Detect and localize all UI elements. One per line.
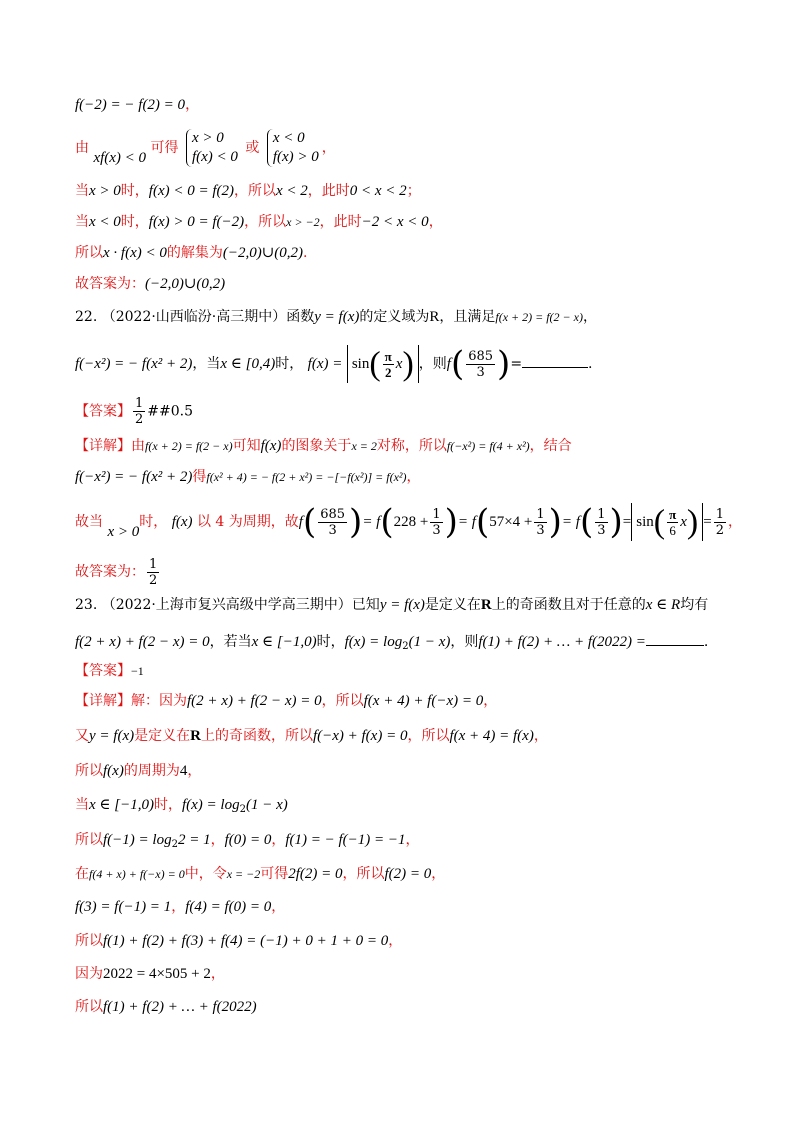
numerator: 1: [135, 396, 144, 411]
math-expr: f: [298, 514, 303, 530]
math-expr: (−2,0)∪(0,2): [222, 245, 304, 261]
paren: (: [369, 345, 381, 383]
q23-detail-line-5: [75, 830, 420, 855]
math-expr: x ∈ [−1,0): [89, 797, 154, 813]
text: ，所以: [321, 693, 364, 709]
abs-sin-expression: [631, 503, 703, 541]
paren: ): [609, 502, 623, 542]
punct: ，: [727, 514, 742, 530]
fraction: [147, 557, 159, 588]
text: ，此时: [319, 214, 362, 230]
math-expr: f(−x²) = f(4 + x²): [446, 439, 530, 453]
q23-detail-line-6: [75, 864, 445, 884]
text: 是定义在: [134, 728, 191, 744]
punct: .: [303, 245, 308, 261]
equals: =: [510, 356, 523, 372]
text: ，当: [192, 356, 221, 372]
math-expr: = f: [561, 514, 580, 530]
answer-blank: [646, 631, 704, 646]
q23-detail-line-4: [75, 795, 288, 820]
text: 解：因为: [131, 693, 187, 709]
math-expr: f(2 + x) + f(2 − x) = 0: [75, 634, 210, 650]
q23-detail-line-2: [75, 726, 548, 746]
math-expr: (1 − x): [245, 797, 288, 813]
math-expr: f(−x) + f(x) = 0: [312, 728, 408, 744]
denominator: 2: [384, 365, 392, 381]
text: 由: [75, 140, 89, 156]
math-expr: f(x² + 4) = − f(2 + x²) = −[−f(x²)] = f(x²): [206, 470, 407, 484]
math-expr: = f: [457, 514, 476, 530]
math-expr: f(1) = − f(−1) = −1: [285, 832, 406, 848]
text: 或: [245, 140, 260, 156]
text: ，此时: [307, 183, 350, 199]
text: ，若当: [209, 634, 252, 650]
paren: (: [380, 502, 394, 542]
math-expr: f(x) = log: [181, 797, 240, 813]
punct: ，: [210, 832, 225, 848]
text: 由: [131, 438, 145, 454]
punct: .: [588, 356, 593, 372]
text: ，所以: [342, 866, 385, 882]
q23-detail-line-3: [75, 761, 201, 781]
punct: ；: [406, 183, 421, 199]
numerator: 1: [536, 506, 545, 522]
punct: ，: [388, 933, 403, 949]
paren: ): [686, 503, 699, 541]
subscript: 2: [239, 804, 246, 815]
paren: (: [302, 502, 317, 542]
text: 均有: [680, 597, 709, 613]
math-expr: x ∈ R: [645, 597, 681, 613]
q23-answer-line: [75, 661, 144, 681]
math-expr: x ∈ [−1,0): [251, 634, 317, 650]
fraction: [466, 349, 495, 380]
text: 当: [75, 214, 89, 230]
fraction: [318, 507, 347, 538]
answer-blank: [522, 353, 588, 368]
q23-detail-line-10: [75, 997, 257, 1017]
numerator: 1: [597, 506, 606, 522]
text: 函数: [286, 309, 315, 325]
math-expr: x < 0: [89, 214, 121, 230]
text: 当: [75, 183, 89, 199]
math-expr: y = f(x): [89, 728, 135, 744]
text: 时，: [120, 183, 149, 199]
text: 的图象关于: [281, 438, 352, 454]
denominator: 3: [597, 522, 606, 538]
denominator: 2: [135, 412, 144, 427]
text: 故当: [75, 514, 103, 530]
text: 时，: [120, 214, 149, 230]
paren: ): [349, 502, 363, 542]
punct: ，: [483, 693, 498, 709]
punct: ，: [431, 866, 446, 882]
fraction: [714, 507, 726, 538]
math-expr: f(x) > 0 = f(−2): [148, 214, 245, 230]
punct: ，: [321, 140, 336, 156]
text: 的定义域为: [359, 309, 430, 325]
math-expr: f(x + 4) + f(−x) = 0: [363, 693, 484, 709]
numerator: π: [384, 349, 392, 365]
system-row: x < 0: [272, 130, 305, 146]
math-expr: 2 = 1: [177, 832, 211, 848]
numerator: 685: [468, 348, 494, 364]
math-expr: x > −2: [286, 215, 320, 229]
text: ，则: [450, 634, 479, 650]
math-expr: (−2,0)∪(0,2): [145, 276, 226, 292]
math-expr: f(x) =: [307, 356, 343, 372]
text: 上的奇函数且对于任意的: [491, 597, 646, 613]
system-row: f(x) > 0: [272, 149, 319, 165]
fraction: [430, 507, 442, 538]
denominator: 3: [536, 522, 545, 538]
fraction: [667, 507, 678, 538]
denominator: 3: [432, 522, 441, 538]
math-expr: x = 2: [351, 439, 377, 453]
q23-detail-line-8: [75, 931, 402, 951]
math-expr: 57×4 +: [489, 514, 533, 530]
math-expr: f(2 + x) + f(2 − x) = 0: [187, 693, 322, 709]
math-expr: f(x + 4) = f(x): [449, 728, 534, 744]
detail-tag: 【详解】: [75, 693, 131, 709]
answer-value: −1: [131, 664, 144, 678]
math-expr: 0 < x < 2: [349, 183, 407, 199]
denominator: 6: [669, 523, 676, 539]
q23-detail-line-9: [75, 964, 225, 984]
answer-fraction: [133, 396, 145, 427]
math-expr: R: [480, 597, 492, 613]
math-expr: x > 0: [89, 183, 121, 199]
detail-tag: 【详解】: [75, 438, 131, 454]
punct: ，: [582, 309, 597, 325]
solution-line-4: [75, 212, 443, 232]
paren: (: [653, 503, 666, 541]
math-expr: f(−x²) = − f(x² + 2): [75, 469, 193, 485]
variable: x: [395, 356, 403, 372]
paren: ): [497, 344, 511, 384]
text: 以 4 为周期，故: [196, 514, 299, 530]
system-row: f(x) < 0: [191, 149, 238, 165]
denominator: 2: [149, 572, 158, 588]
numerator: 1: [432, 506, 441, 522]
text: 已知: [351, 597, 380, 613]
solution-line-5: [75, 243, 307, 263]
punct: .: [703, 634, 709, 650]
text: ，所以: [234, 183, 276, 199]
numerator: 685: [320, 506, 346, 522]
solution-line-1: [75, 95, 199, 115]
equation-system-2: [267, 129, 319, 167]
math-expr: f(−1) = log: [103, 832, 172, 848]
math-expr: x < 2: [276, 183, 308, 199]
text: 可得: [150, 140, 179, 156]
math-expr: f(−x²) = − f(x² + 2): [75, 356, 193, 372]
final-answer-line: [75, 274, 225, 294]
numerator: π: [669, 507, 677, 523]
q22-detail-line-3: [75, 500, 742, 554]
math-expr: x · f(x) < 0: [103, 245, 167, 261]
math-expr: 4: [179, 763, 188, 779]
math-expr: (1 − x): [408, 634, 451, 650]
math-expr: f(4 + x) + f(−x) = 0: [89, 867, 185, 881]
text: 所以: [75, 763, 103, 779]
equation-system-1: [186, 129, 238, 167]
math-expr: 228 +: [393, 514, 429, 530]
math-expr: f(−2) = − f(2) = 0: [75, 97, 186, 113]
math-expr: R: [190, 728, 201, 744]
abs-sin-expression: [347, 345, 419, 383]
question-22-line-1: [75, 307, 597, 327]
text: 故答案为：: [75, 564, 145, 580]
punct: ，: [187, 763, 202, 779]
math-expr: f(0) = 0: [224, 832, 272, 848]
question-number: 22.: [75, 309, 98, 325]
text: 因为: [75, 966, 103, 982]
math-expr: 2f(2) = 0: [288, 866, 343, 882]
text: 所以: [75, 245, 103, 261]
solution-line-3: [75, 181, 421, 201]
question-source: （2022·山西临汾·高三期中）: [101, 309, 287, 325]
text: 的解集为: [166, 245, 223, 261]
math-expr: f(1) + f(2) + f(3) + f(4) = (−1) + 0 + 1 + 0 = 0: [103, 933, 389, 949]
sin-label: sin: [351, 356, 370, 372]
paren: (: [475, 502, 490, 542]
variable: x: [680, 514, 687, 530]
text: 所以: [75, 999, 103, 1015]
question-22-line-2: [75, 342, 593, 386]
text: ，结合: [529, 438, 572, 454]
math-expr: y = f(x): [314, 309, 360, 325]
q22-answer-line: [75, 396, 193, 427]
punct: ，: [271, 899, 286, 915]
math-expr: R: [429, 309, 440, 325]
sin-label: sin: [636, 514, 654, 530]
solution-line-2: [75, 126, 336, 180]
punct: ，: [271, 832, 286, 848]
subscript: 2: [402, 641, 409, 652]
text: 在: [75, 866, 89, 882]
math-expr: y = f(x): [379, 597, 425, 613]
text: 对称，所以: [376, 438, 447, 454]
text: 时，: [275, 356, 304, 372]
math-expr: f(1) + f(2) + … + f(2022): [103, 999, 257, 1015]
paren: ): [444, 502, 458, 542]
math-expr: f(x + 2) = f(2 − x): [145, 439, 233, 453]
question-source: （2022·上海市复兴高级中学高三期中）: [101, 597, 352, 613]
q22-detail-line-1: [75, 436, 572, 456]
system-row: x > 0: [191, 130, 224, 146]
denominator: 3: [476, 364, 485, 380]
math-expr: f(3) = f(−1) = 1: [75, 899, 172, 915]
q23-detail-line-1: [75, 691, 497, 711]
text: 所以: [75, 832, 103, 848]
punct: ，: [533, 728, 548, 744]
text: 当: [75, 797, 89, 813]
math-expr: f: [446, 356, 451, 372]
answer-alt: ##0.5: [147, 403, 194, 420]
text: ，所以: [244, 214, 287, 230]
question-23-line-2: [75, 631, 708, 657]
punct: ，: [171, 899, 186, 915]
subscript: 2: [171, 839, 178, 850]
math-expr: x > 0: [107, 524, 140, 540]
fraction: [534, 507, 546, 538]
math-expr: f(4) = f(0) = 0: [185, 899, 272, 915]
numerator: 1: [715, 506, 724, 522]
text: 可知: [232, 438, 261, 454]
text: 得: [192, 469, 207, 485]
math-expr: = f: [362, 514, 381, 530]
math-expr: −2 < x < 0: [361, 214, 429, 230]
text: 所以: [75, 933, 103, 949]
punct: ，: [406, 469, 421, 485]
math-expr: f(x): [171, 514, 193, 530]
text: 时，: [139, 514, 168, 530]
text: 时，: [316, 634, 345, 650]
punct: ，: [185, 97, 200, 113]
math-expr: f(x + 2) = f(2 − x): [495, 310, 583, 324]
question-23-line-1: [75, 595, 708, 615]
math-expr: xf(x) < 0: [93, 150, 147, 166]
paren: (: [450, 344, 465, 384]
paren: (: [579, 502, 594, 542]
text: 的周期为: [123, 763, 180, 779]
text: ，所以: [407, 728, 450, 744]
math-expr: f(x) = log: [344, 634, 403, 650]
fraction: [595, 507, 607, 538]
text: 可得: [260, 866, 289, 882]
math-expr: 2022 = 4×505 + 2: [103, 966, 211, 982]
text: 故答案为：: [75, 276, 145, 292]
punct: ，: [428, 214, 443, 230]
numerator: 1: [149, 556, 158, 572]
text: ，且满足: [439, 309, 496, 325]
q22-detail-line-2: [75, 467, 421, 487]
math-expr: f(x) < 0 = f(2): [148, 183, 234, 199]
answer-tag: 【答案】: [75, 403, 131, 420]
text: 上的奇函数，所以: [200, 728, 313, 744]
denominator: 2: [715, 522, 724, 538]
text: 又: [75, 728, 89, 744]
text: 中，令: [184, 866, 227, 882]
equals: =: [703, 514, 712, 530]
math-expr: f(x): [260, 438, 282, 454]
q23-detail-line-7: [75, 897, 285, 917]
text: 时，: [153, 797, 182, 813]
math-expr: f(1) + f(2) + … + f(2022) =: [478, 634, 646, 650]
paren: ): [402, 345, 414, 383]
answer-tag: 【答案】: [75, 663, 131, 679]
math-expr: f(x): [103, 763, 124, 779]
text: ，则: [418, 356, 447, 372]
punct: ，: [405, 832, 420, 848]
equals: =: [622, 514, 632, 530]
paren: ): [548, 502, 562, 542]
punct: ，: [210, 966, 225, 982]
text: 是定义在: [424, 597, 481, 613]
math-expr: f(2) = 0: [384, 866, 432, 882]
question-number: 23.: [75, 597, 98, 613]
q22-final-answer: [75, 556, 161, 588]
denominator: 3: [328, 522, 337, 538]
math-expr: x = −2: [226, 867, 261, 881]
fraction: [383, 349, 394, 380]
math-expr: x ∈ [0,4): [220, 356, 276, 372]
